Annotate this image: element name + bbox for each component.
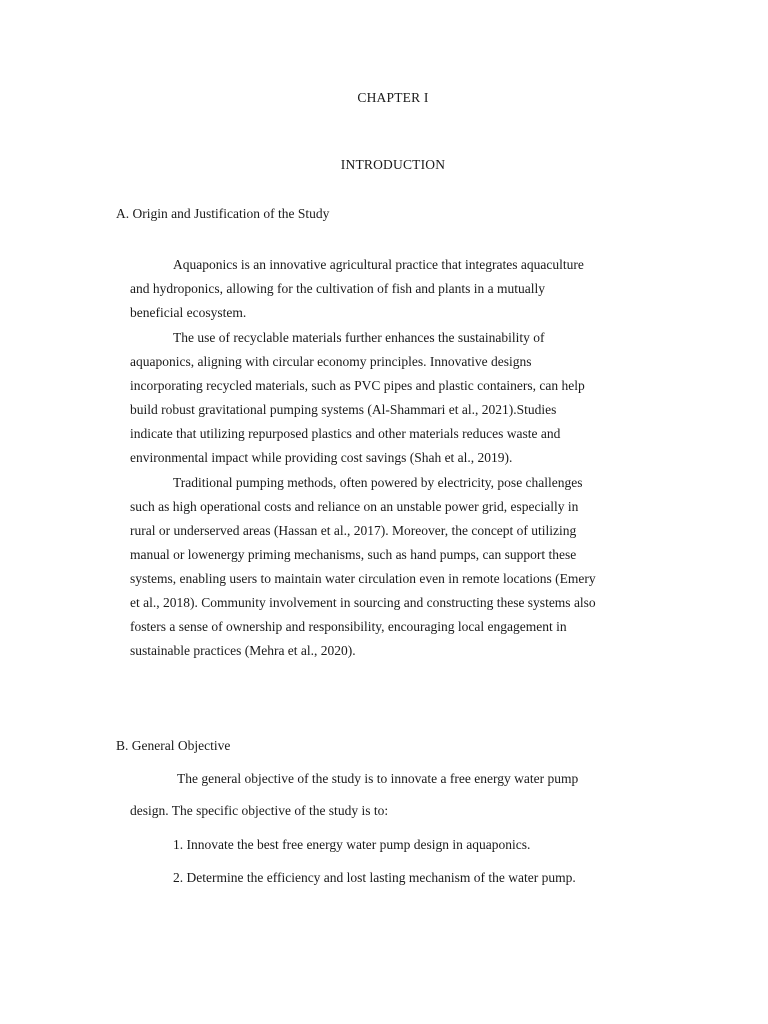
objective-line: The general objective of the study is to innovate a free energy water pump [177, 771, 579, 786]
paragraph-line: et al., 2018). Community involvement in sourcing and constructing these systems also [130, 595, 596, 610]
chapter-label: CHAPTER I [357, 90, 429, 105]
paragraph-line: aquaponics, aligning with circular economy principles. Innovative designs [130, 354, 532, 369]
paragraph-line: Traditional pumping methods, often powered by electricity, pose challenges [173, 475, 583, 490]
paragraph-line: fosters a sense of ownership and responsibility, encouraging local engagement in [130, 619, 567, 634]
objective-item: 1. Innovate the best free energy water pump design in aquaponics. [173, 837, 531, 852]
paragraph-line: indicate that utilizing repurposed plastics and other materials reduces waste and [130, 426, 561, 441]
paragraph-line: sustainable practices (Mehra et al., 2020). [130, 643, 356, 658]
objective-line: design. The specific objective of the study is to: [130, 803, 389, 818]
paragraph-line: incorporating recycled materials, such as PVC pipes and plastic containers, can help [130, 378, 585, 393]
paragraph-line: environmental impact while providing cost savings (Shah et al., 2019). [130, 450, 513, 465]
paragraph-line: and hydroponics, allowing for the cultivation of fish and plants in a mutually [130, 281, 546, 296]
paragraph-line: build robust gravitational pumping systems (Al-Shammari et al., 2021).Studies [130, 402, 557, 417]
paragraph-line: manual or lowenergy priming mechanisms, such as hand pumps, can support these [130, 547, 577, 562]
paragraph-line: Aquaponics is an innovative agricultural practice that integrates aquaculture [173, 257, 584, 272]
paragraph-line: systems, enabling users to maintain water circulation even in remote locations (Emery [130, 571, 596, 586]
chapter-title: INTRODUCTION [340, 157, 446, 172]
section-b-heading: B. General Objective [116, 738, 231, 753]
objective-item: 2. Determine the efficiency and lost lasting mechanism of the water pump. [173, 870, 576, 885]
paragraph-line: beneficial ecosystem. [130, 305, 247, 320]
paragraph-line: The use of recyclable materials further enhances the sustainability of [173, 330, 545, 345]
paragraph-line: rural or underserved areas (Hassan et al., 2017). Moreover, the concept of utilizing [130, 523, 577, 538]
section-a-heading: A. Origin and Justification of the Study [116, 206, 330, 221]
paragraph-line: such as high operational costs and reliance on an unstable power grid, especially in [130, 499, 579, 514]
